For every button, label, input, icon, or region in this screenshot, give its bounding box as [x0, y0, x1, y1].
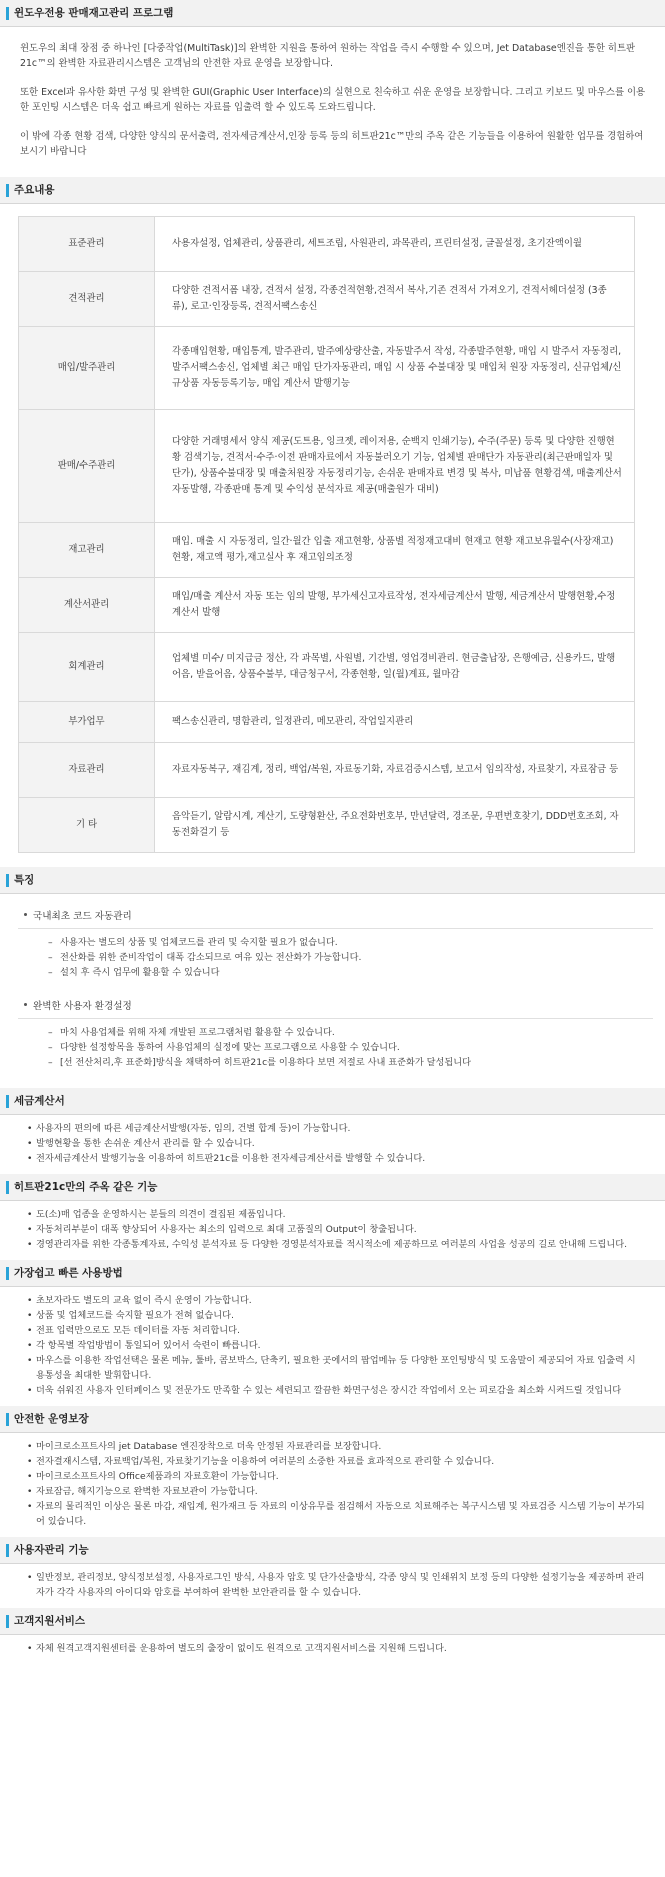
- row-label: 부가업무: [19, 702, 155, 743]
- list-item: • 마우스를 이용한 작업선택은 물론 메뉴, 툴바, 콤보박스, 단축키, 필요한 곳에서의 팝업메뉴 등 다양한 포인팅방식 및 도움말이 제공되어 자료 입출력 시 용통성을 최대한 발휘합니다.: [27, 1353, 645, 1383]
- list-item: – 마치 사용업체를 위해 자체 개발된 프로그램처럼 활용할 수 있습니다.: [48, 1025, 665, 1040]
- row-label: 매입/발주관리: [19, 327, 155, 410]
- section-title: 특징: [14, 874, 35, 886]
- intro: [0, 27, 665, 177]
- feature-group-title: 완벽한 사용자 환경설정: [0, 990, 665, 1018]
- list-item: • 마이크로소프트사의 Office제품과의 자료호환이 가능합니다.: [27, 1469, 645, 1484]
- section-title: 고객지원서비스: [14, 1615, 86, 1627]
- section-title: 안전한 운영보장: [14, 1413, 89, 1425]
- section-header-user-management: [0, 1537, 665, 1564]
- bullet-icon: [24, 913, 27, 916]
- easy-use-list: [0, 1293, 665, 1398]
- list-item: • 자동처리부분이 대폭 향상되어 사용자는 최소의 입력으로 최대 고품질의 Output이 창출됩니다.: [27, 1222, 645, 1237]
- list-item: – 다양한 설정항목을 통하여 사용업체의 실정에 맞는 프로그램으로 사용할 수 있습니다.: [48, 1040, 665, 1055]
- divider: [18, 928, 653, 929]
- row-label: 회계관리: [19, 633, 155, 702]
- list-item: • 발행현황을 통한 손쉬운 계산서 관리를 할 수 있습니다.: [27, 1136, 645, 1151]
- intro-paragraph: 또한 Excel과 유사한 화면 구성 및 완벽한 GUI(Graphic User Interface)의 실현으로 친숙하고 쉬운 운영을 보장합니다. 그리고 키보드 및 마우스를 이용한 포인팅 시스템은 더욱 쉽고 빠르게 원하는 자료를 입출력 할 수 있도록 도와드립니다.: [20, 87, 646, 113]
- section-marker-icon: [6, 7, 9, 20]
- table-row: [19, 743, 635, 798]
- feature-list: [0, 935, 665, 980]
- section-marker-icon: [6, 1413, 9, 1426]
- list-item: • 사용자의 편의에 따른 세금계산서발행(자동, 임의, 건별 합계 등)이 가능합니다.: [27, 1121, 645, 1136]
- table-row: [19, 798, 635, 853]
- user-management-list: [0, 1570, 665, 1600]
- list-item: • 도(소)매 업종을 운영하시는 분들의 의견이 결집된 제품입니다.: [27, 1207, 645, 1222]
- list-item: • 더욱 쉬워진 사용자 인터페이스 및 전문가도 만족할 수 있는 세련되고 깔끔한 화면구성은 장시간 작업에서 오는 피로감을 최소화 시켜드릴 것입니다: [27, 1383, 645, 1398]
- section-marker-icon: [6, 1095, 9, 1108]
- section-header-features: [0, 867, 665, 894]
- row-desc: 음악듣기, 알람시계, 계산기, 도량형환산, 주요전화번호부, 만년달력, 경조문, 우편번호찾기, DDD번호조회, 자동전화걸기 등: [155, 798, 635, 853]
- safe-operation-list: [0, 1439, 665, 1529]
- customer-support-list: [0, 1641, 665, 1656]
- tax-invoice-list: [0, 1121, 665, 1166]
- bullet-icon: [24, 1003, 27, 1006]
- section-header-special-features: [0, 1174, 665, 1201]
- divider: [18, 1018, 653, 1019]
- row-desc: 매입/매출 계산서 자동 또는 임의 발행, 부가세신고자료작성, 전자세금계산서 발행, 세금계산서 발행현황,수정계산서 발행: [155, 578, 635, 633]
- row-desc: 각종매입현황, 매입통계, 발주관리, 발주예상량산출, 자동발주서 작성, 각종발주현황, 매입 시 발주서 자동정리, 발주서팩스송신, 업체별 최근 매입 단가자동관리, 매입 시 상품 수불대장 및 매입처 원장 자동정리, 신규업체/신규상품 자동등록기능, 매입 계산서 발행기능: [155, 327, 635, 410]
- table-row: [19, 272, 635, 327]
- row-label: 재고관리: [19, 523, 155, 578]
- intro-paragraph: 윈도우의 최대 장점 중 하나인 [다중작업(MultiTask)]의 완벽한 지원을 통하여 원하는 작업을 즉시 수행할 수 있으며, Jet Database엔진을 통한 히트판21c™의 완벽한 자료관리시스템은 고객님의 안전한 자료 운영을 보장합니다.: [20, 43, 636, 69]
- table-row: [19, 410, 635, 523]
- intro-paragraph: 이 밖에 각종 현황 검색, 다양한 양식의 문서출력, 전자세금계산서,인장 등록 등의 히트판21c™만의 주옥 같은 기능들을 이용하여 원활한 업무를 경험하여 보시기 바랍니다: [20, 131, 644, 157]
- feature-table: [18, 216, 635, 853]
- table-row: [19, 702, 635, 743]
- features-block: [0, 894, 665, 1088]
- list-item: • 초보자라도 별도의 교육 없이 즉시 운영이 가능합니다.: [27, 1293, 645, 1308]
- table-row: [19, 578, 635, 633]
- feature-group-title: 국내최초 코드 자동관리: [0, 900, 665, 928]
- section-marker-icon: [6, 1181, 9, 1194]
- section-marker-icon: [6, 1267, 9, 1280]
- list-item: • 전표 입력만으로도 모든 데이터를 자동 처리합니다.: [27, 1323, 645, 1338]
- list-item: • 경영관리자를 위한 각종통계자료, 수익성 분석자료 등 다양한 경영분석자료를 적시적소에 제공하므로 여러분의 사업을 성공의 길로 안내해 드립니다.: [27, 1237, 645, 1252]
- section-header-program: [0, 0, 665, 27]
- section-title: 주요내용: [14, 184, 55, 196]
- section-marker-icon: [6, 874, 9, 887]
- row-desc: 사용자설정, 업체관리, 상품관리, 세트조립, 사원관리, 과목관리, 프린터설정, 글꼴설정, 초기잔액이월: [155, 217, 635, 272]
- list-item: • 마이크로소프트사의 jet Database 엔진장착으로 더욱 안정된 자료관리를 보장합니다.: [27, 1439, 645, 1454]
- list-item: • 자료잠금, 해지기능으로 완벽한 자료보관이 가능합니다.: [27, 1484, 645, 1499]
- list-item: • 일반정보, 관리정보, 양식정보설정, 사용자로그인 방식, 사용자 암호 및 단가산출방식, 각종 양식 및 인쇄위치 보정 등의 다양한 설정기능을 제공하며 관리자가 각각 사용자의 아이디와 암호를 부여하여 완벽한 보안관리를 할 수 있습니다.: [27, 1570, 645, 1600]
- list-item: • 전자결재시스템, 자료백업/복원, 자료찾기기능을 이용하여 여러분의 소중한 자료를 효과적으로 관리할 수 있습니다.: [27, 1454, 645, 1469]
- list-item: • 각 항목별 작업방법이 통일되어 있어서 숙련이 빠릅니다.: [27, 1338, 645, 1353]
- section-title: 세금계산서: [14, 1095, 65, 1107]
- section-header-customer-support: [0, 1608, 665, 1635]
- list-item: – 전산화를 위한 준비작업이 대폭 감소되므로 여유 있는 전산화가 가능합니다.: [48, 950, 665, 965]
- section-title: 히트판21c만의 주옥 같은 기능: [14, 1181, 158, 1193]
- row-label: 판매/수주관리: [19, 410, 155, 523]
- section-header-main-content: [0, 177, 665, 204]
- section-marker-icon: [6, 1544, 9, 1557]
- feature-table-wrap: [0, 204, 665, 867]
- row-desc: 다양한 견적서폼 내장, 견적서 설정, 각종견적현황,견적서 복사,기존 견적서 가져오기, 견적서헤더설정 (3종류), 로고·인장등록, 견적서팩스송신: [155, 272, 635, 327]
- table-row: [19, 327, 635, 410]
- row-label: 기 타: [19, 798, 155, 853]
- row-desc: 다양한 거래명세서 양식 제공(도트용, 잉크젯, 레이저용, 순백지 인쇄기능), 수주(주문) 등록 및 다양한 진행현황 검색기능, 견적서·수주·이전 판매자료에서 자동불러오기 기능, 업체별 판매단가 자동관리(최근판매일자 및 단가), 상품수불대장 및 매출처원장 자동정리기능, 손쉬운 판매자료 변경 및 복사, 미납품 현황검색, 매출계산서 자동발행, 각종판매 통계 및 수익성 분석자료 제공(매출원가 대비): [155, 410, 635, 523]
- row-desc: 팩스송신관리, 명함관리, 일정관리, 메모관리, 작업일지관리: [155, 702, 635, 743]
- section-marker-icon: [6, 184, 9, 197]
- row-label: 자료관리: [19, 743, 155, 798]
- table-row: [19, 523, 635, 578]
- list-item: • 상품 및 업체코드를 숙지할 필요가 전혀 없습니다.: [27, 1308, 645, 1323]
- list-item: • 자료의 물리적인 이상은 물론 마감, 재입계, 원가재크 등 자료의 이상유무를 점검해서 자동으로 치료해주는 복구시스템 및 자료검증 시스템 기능이 부가되어 있습니다.: [27, 1499, 645, 1529]
- list-item: – 설치 후 즉시 업무에 활용할 수 있습니다: [48, 965, 665, 980]
- section-title: 가장쉽고 빠른 사용방법: [14, 1267, 123, 1279]
- table-row: [19, 217, 635, 272]
- section-header-safe-operation: [0, 1406, 665, 1433]
- list-item: • 전자세금계산서 발행기능을 이용하여 히트판21c를 이용한 전자세금계산서를 발행할 수 있습니다.: [27, 1151, 645, 1166]
- list-item: • 자체 원격고객지원센터를 운용하여 별도의 출장이 없이도 원격으로 고객지원서비스를 지원해 드립니다.: [27, 1641, 645, 1656]
- section-header-tax-invoice: [0, 1088, 665, 1115]
- list-item: – [선 전산처리,후 표준화]방식을 채택하여 히트판21c를 이용하다 보면 저절로 사내 표준화가 달성됩니다: [48, 1055, 665, 1070]
- section-header-easy-use: [0, 1260, 665, 1287]
- row-desc: 업체별 미수/ 미지급금 정산, 각 과목별, 사원별, 기간별, 영업경비관리. 현금출납장, 은행예금, 신용카드, 발행어음, 받을어음, 상품수불부, 대금청구서, 각종현황, 일(월)계표, 월마감: [155, 633, 635, 702]
- special-features-list: [0, 1207, 665, 1252]
- table-row: [19, 633, 635, 702]
- feature-list: [0, 1025, 665, 1070]
- row-desc: 자료자동복구, 재김계, 정리, 백업/복원, 자료동기화, 자료검증시스템, 보고서 임의작성, 자료찾기, 자료잠금 등: [155, 743, 635, 798]
- row-label: 계산서관리: [19, 578, 155, 633]
- row-desc: 매입. 매출 시 자동정리, 일간·월간 입출 재고현황, 상품별 적정재고대비 현재고 현황 재고보유월수(사장재고)현황, 재고액 평가,재고실사 후 재고임의조정: [155, 523, 635, 578]
- row-label: 견적관리: [19, 272, 155, 327]
- section-title: 사용자관리 기능: [14, 1544, 89, 1556]
- section-marker-icon: [6, 1615, 9, 1628]
- page-title: 윈도우전용 판매재고관리 프로그램: [14, 7, 174, 19]
- row-label: 표준관리: [19, 217, 155, 272]
- list-item: – 사용자는 별도의 상품 및 업체코드를 관리 및 숙지할 필요가 없습니다.: [48, 935, 665, 950]
